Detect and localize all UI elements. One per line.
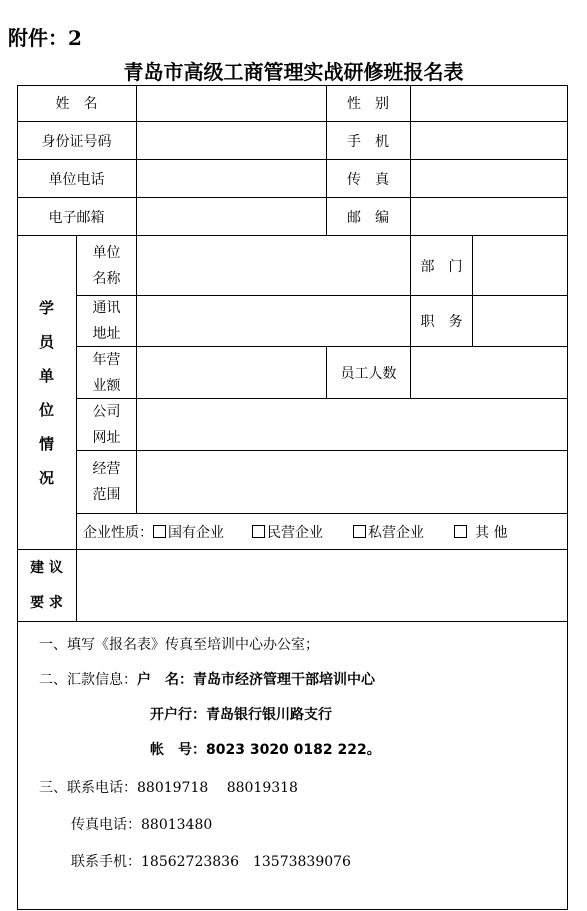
- attachment-label: 附件：2: [8, 26, 82, 50]
- section-char: 单: [38, 366, 54, 385]
- postcode-label: 邮 编: [347, 209, 389, 226]
- section-char: 位: [38, 400, 54, 419]
- mobile-numbers: 18562723836 13573839076: [141, 854, 351, 870]
- suggestion-label: [17, 550, 76, 621]
- row-divider: [17, 621, 568, 622]
- unit-name-label: [77, 236, 136, 295]
- label-line: 范围: [92, 487, 121, 503]
- position-field[interactable]: [473, 296, 568, 346]
- checkbox-icon[interactable]: [454, 525, 467, 538]
- scope-label: [77, 451, 136, 513]
- suggestion-field[interactable]: [77, 550, 568, 621]
- position-label: 职 务: [420, 314, 463, 330]
- gender-field[interactable]: [411, 85, 568, 121]
- id-field[interactable]: [137, 122, 326, 159]
- mobile-field[interactable]: [411, 122, 568, 159]
- fax-number: 88013480: [141, 817, 213, 833]
- email-label: 电子邮箱: [48, 209, 105, 226]
- name-field[interactable]: [137, 85, 326, 121]
- scope-field[interactable]: [137, 451, 568, 513]
- label-line: 要 求: [30, 594, 63, 611]
- mobile-label: 手 机: [347, 133, 389, 150]
- account-number: 帐 号：8023 3020 0182 222。: [150, 742, 381, 758]
- label-line: 业额: [92, 377, 121, 394]
- option-label: 其 他: [475, 524, 508, 541]
- dept-label: 部 门: [420, 258, 463, 275]
- section-char: 情: [38, 434, 54, 453]
- label-line: 地址: [92, 326, 121, 342]
- label-line: 年营: [92, 351, 121, 368]
- contact-phone: [39, 777, 298, 797]
- phone-numbers: 88019718 88019318: [137, 780, 298, 796]
- registration-form: [17, 85, 568, 910]
- note-prefix: 二、汇款信息：: [39, 672, 137, 688]
- fax-phone: [71, 814, 212, 834]
- bank-name: 开户行：青岛银行银川路支行: [150, 707, 332, 723]
- employees-label: 员工人数: [340, 365, 397, 382]
- option-label: 私营企业: [368, 524, 424, 541]
- checkbox-icon[interactable]: [153, 525, 166, 538]
- address-label: [77, 296, 136, 346]
- label-line: 网址: [92, 429, 121, 446]
- fax-field[interactable]: [411, 160, 568, 197]
- revenue-field[interactable]: [137, 347, 326, 398]
- enterprise-type-row: [83, 514, 568, 549]
- note-prefix: 三、联系电话：: [39, 780, 137, 796]
- website-field[interactable]: [137, 399, 568, 450]
- name-label: 姓 名: [55, 96, 98, 112]
- employees-field[interactable]: [411, 347, 568, 398]
- postcode-field[interactable]: [411, 198, 568, 235]
- section-char: 学: [38, 298, 54, 317]
- option-private[interactable]: [252, 522, 323, 542]
- account-name: 户 名：青岛市经济管理干部培训中心: [137, 672, 375, 688]
- student-unit-section-label: [17, 236, 76, 549]
- note-prefix: 传真电话：: [71, 817, 141, 833]
- note-line-2: [39, 669, 375, 689]
- form-title: 青岛市高级工商管理实战研修班报名表: [123, 60, 464, 84]
- option-label: 国有企业: [168, 524, 224, 541]
- email-field[interactable]: [137, 198, 326, 235]
- option-other[interactable]: [454, 522, 507, 542]
- enterprise-type-label: 企业性质：: [83, 524, 153, 541]
- note-line-1: 一、填写《报名表》传真至培训中心办公室；: [39, 637, 319, 653]
- contact-mobile: [71, 851, 351, 871]
- checkbox-icon[interactable]: [252, 525, 265, 538]
- note-prefix: 联系手机：: [71, 854, 141, 870]
- option-label: 民营企业: [267, 524, 323, 541]
- label-line: 通讯: [92, 300, 121, 316]
- fax-label: 传 真: [347, 171, 389, 188]
- unit-phone-field[interactable]: [137, 160, 326, 197]
- label-line: 名称: [92, 270, 121, 287]
- checkbox-icon[interactable]: [353, 525, 366, 538]
- dept-field[interactable]: [473, 236, 568, 295]
- id-label: 身份证号码: [41, 133, 112, 150]
- label-line: 公司: [92, 403, 121, 420]
- unit-phone-label: 单位电话: [48, 171, 105, 188]
- label-line: 建 议: [30, 559, 63, 576]
- website-label: [77, 399, 136, 450]
- revenue-label: [77, 347, 136, 398]
- gender-label: 性 别: [347, 96, 389, 112]
- label-line: 单位: [92, 244, 121, 261]
- label-line: 经营: [92, 461, 121, 477]
- section-char: 况: [38, 468, 54, 487]
- unit-name-field[interactable]: [137, 236, 410, 346]
- option-state-owned[interactable]: [153, 522, 224, 542]
- section-char: 员: [38, 332, 54, 351]
- option-privately-held[interactable]: [353, 522, 424, 542]
